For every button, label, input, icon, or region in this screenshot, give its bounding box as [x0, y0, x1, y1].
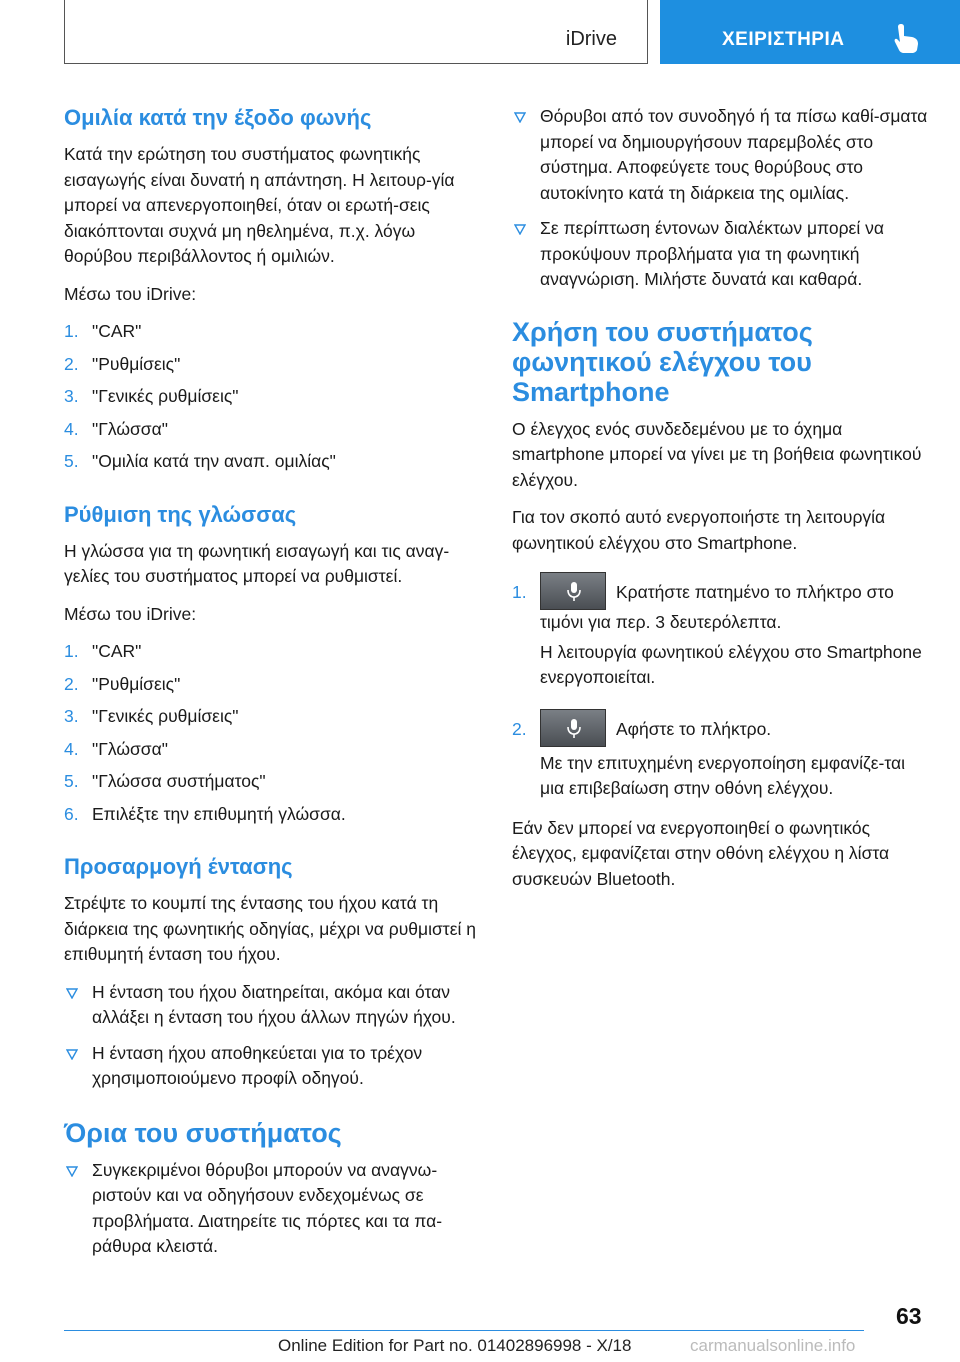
step-2 [512, 709, 932, 802]
paragraph: Μέσω του iDrive: [64, 283, 197, 304]
left-column [64, 104, 482, 1274]
step-number: 3. [64, 386, 79, 406]
list-item [64, 672, 482, 698]
paragraph: Για τον σκοπό αυτό ενεργοποιήστε τη λειτουργία φωνητικού ελέγχου στο Smartphone. [512, 507, 886, 553]
step-text: Αφήστε το πλήκτρο. [616, 718, 772, 739]
list-item [64, 352, 482, 378]
step-number: 6. [64, 803, 79, 824]
step-text: "Ρυθμίσεις" [92, 673, 181, 694]
voice-button-image [540, 709, 606, 747]
step-number: 3. [64, 706, 79, 726]
header-chapter-label: ΧΕΙΡΙΣΤΗΡΙΑ [722, 29, 845, 50]
step-result: Η λειτουργία φωνητικού ελέγχου στο Smartphone ενεργοποιείται. [540, 641, 922, 687]
list-item [64, 319, 482, 345]
header-frame [64, 0, 648, 64]
header-section-title: iDrive [565, 28, 617, 50]
bullet-text: Σε περίπτωση έντονων διαλέκτων μπορεί να προκύψουν προβλήματα για τη φωνητική αναγνώριση. Μιλήστε δυνατά και καθαρά. [540, 218, 884, 289]
step-number: 2. [512, 718, 527, 739]
paragraph: Ο έλεγχος ενός συνδεδεμένου με το όχημα smartphone μπορεί να γίνει με τη βοήθεια φωνητικού ελέγχου. [512, 418, 922, 490]
list-item [64, 384, 482, 410]
bullet-text: Θόρυβοι από τον συνοδηγό ή τα πίσω καθί‐σματα μπορεί να δημιουργήσουν παρεμβολές στο σύστημα. Αποφεύγετε τους θορύβους στο αυτοκίνητο κατά τη διάρκεια της ομιλίας. [540, 106, 928, 203]
list-item [64, 639, 482, 665]
list-item [512, 104, 932, 206]
step-text: Επιλέξτε την επιθυμητή γλώσσα. [92, 803, 346, 824]
section-title-speech-output: Ομιλία κατά την έξοδο φωνής [64, 105, 372, 130]
step-text: "Ρυθμίσεις" [92, 353, 181, 374]
step-number: 4. [64, 738, 79, 759]
footer-edition: Online Edition for Part no. 01402896998 - X/18 [278, 1336, 632, 1355]
step-text: "CAR" [92, 321, 142, 341]
voice-button-image [540, 572, 606, 610]
paragraph: Κατά την ερώτηση του συστήματος φωνητικής εισαγωγής είναι δυνατή η απάντηση. Η λειτουρ‐γία μπορεί να απενεργοποιηθεί, όταν οι ερωτή‐σεις διακόπτονται συχνά μη ηθελημένα, π.χ. λόγω θορύβου περιβάλλοντος ή ομιλιών. [64, 144, 455, 266]
step-number: 5. [64, 451, 79, 471]
list-item [64, 1041, 482, 1092]
step-result: Με την επιτυχημένη ενεργοποίηση εμφανίζε‐ται μια επιβεβαίωση στην οθόνη ελέγχου. [540, 752, 906, 798]
step-number: 1. [512, 582, 527, 602]
list-item [64, 417, 482, 443]
step-text: "Γλώσσα" [92, 418, 168, 439]
triangle-bullet-icon [66, 1166, 78, 1177]
steps-list-speech [64, 319, 482, 475]
step-text: "Γενικές ρυθμίσεις" [92, 706, 239, 726]
bullet-list-volume [64, 980, 482, 1092]
list-item [64, 704, 482, 730]
page-number: 63 [896, 1303, 922, 1329]
step-text: "Γλώσσα συστήματος" [92, 771, 266, 791]
triangle-bullet-icon [66, 1049, 78, 1060]
step-text: "Γλώσσα" [92, 738, 168, 759]
list-item [512, 216, 932, 293]
list-item [64, 737, 482, 763]
section-title-language: Ρύθμιση της γλώσσας [64, 501, 297, 527]
steps-list-language [64, 639, 482, 827]
watermark: carmanualsonline.info [690, 1336, 856, 1355]
footer-divider [64, 1330, 864, 1331]
list-item [64, 449, 482, 475]
triangle-bullet-icon [66, 988, 78, 999]
microphone-icon [566, 581, 582, 603]
triangle-bullet-icon [514, 224, 526, 235]
step-1 [512, 572, 932, 691]
step-text: "CAR" [92, 641, 142, 661]
step-text: "Γενικές ρυθμίσεις" [92, 386, 239, 406]
section-title-smartphone-voice: Χρήση του συστήματος φωνητικού ελέγχου του Smartphone [512, 316, 813, 407]
step-number: 5. [64, 771, 79, 791]
bullet-text: Συγκεκριμένοι θόρυβοι μπορούν να αναγνω‐ριστούν και να οδηγήσουν ενδεχομένως σε προβλήματα. Διατηρείτε τις πόρτες και τα πα‐ράθυρα κλειστά. [92, 1159, 443, 1256]
paragraph: Εάν δεν μπορεί να ενεργοποιηθεί ο φωνητικός έλεγχος, εμφανίζεται στην οθόνη ελέγχου η λίστα συσκευών Bluetooth. [512, 817, 890, 889]
step-text: τιμόνι για περ. 3 δευτερόλεπτα. [540, 612, 782, 632]
step-number: 1. [64, 641, 79, 661]
list-item [64, 980, 482, 1031]
step-number: 1. [64, 321, 79, 341]
right-column [512, 104, 932, 904]
pointing-hand-icon [892, 22, 922, 54]
paragraph: Μέσω του iDrive: [64, 603, 197, 624]
paragraph: Η γλώσσα για τη φωνητική εισαγωγή και τις αναγ‐γελίες του συστήματος μπορεί να ρυθμιστεί. [64, 540, 450, 586]
bullet-list-limits-cont [512, 104, 932, 293]
step-number: 2. [64, 673, 79, 694]
microphone-icon [566, 718, 582, 740]
section-title-volume: Προσαρμογή έντασης [64, 854, 293, 879]
list-item [64, 1158, 482, 1260]
triangle-bullet-icon [514, 112, 526, 123]
bullet-list-limits [64, 1158, 482, 1260]
paragraph: Στρέψτε το κουμπί της έντασης του ήχου κατά τη διάρκεια της φωνητικής οδηγίας, μέχρι να ρυθμιστεί η επιθυμητή ένταση του ήχου. [64, 893, 476, 964]
section-title-system-limits: Όρια του συστήματος [64, 1117, 342, 1148]
step-text: Κρατήστε πατημένο το πλήκτρο στο [616, 582, 894, 602]
step-number: 2. [64, 353, 79, 374]
list-item [64, 802, 482, 828]
step-text: "Ομιλία κατά την αναπ. ομιλίας" [92, 451, 336, 471]
bullet-text: Η ένταση του ήχου διατηρείται, ακόμα και όταν αλλάξει η ένταση του ήχου άλλων πηγών ήχου. [92, 981, 456, 1027]
bullet-text: Η ένταση ήχου αποθηκεύεται για το τρέχον χρησιμοποιούμενο προφίλ οδηγού. [92, 1042, 423, 1088]
step-number: 4. [64, 418, 79, 439]
header-chapter-tab [660, 0, 960, 64]
list-item [64, 769, 482, 795]
